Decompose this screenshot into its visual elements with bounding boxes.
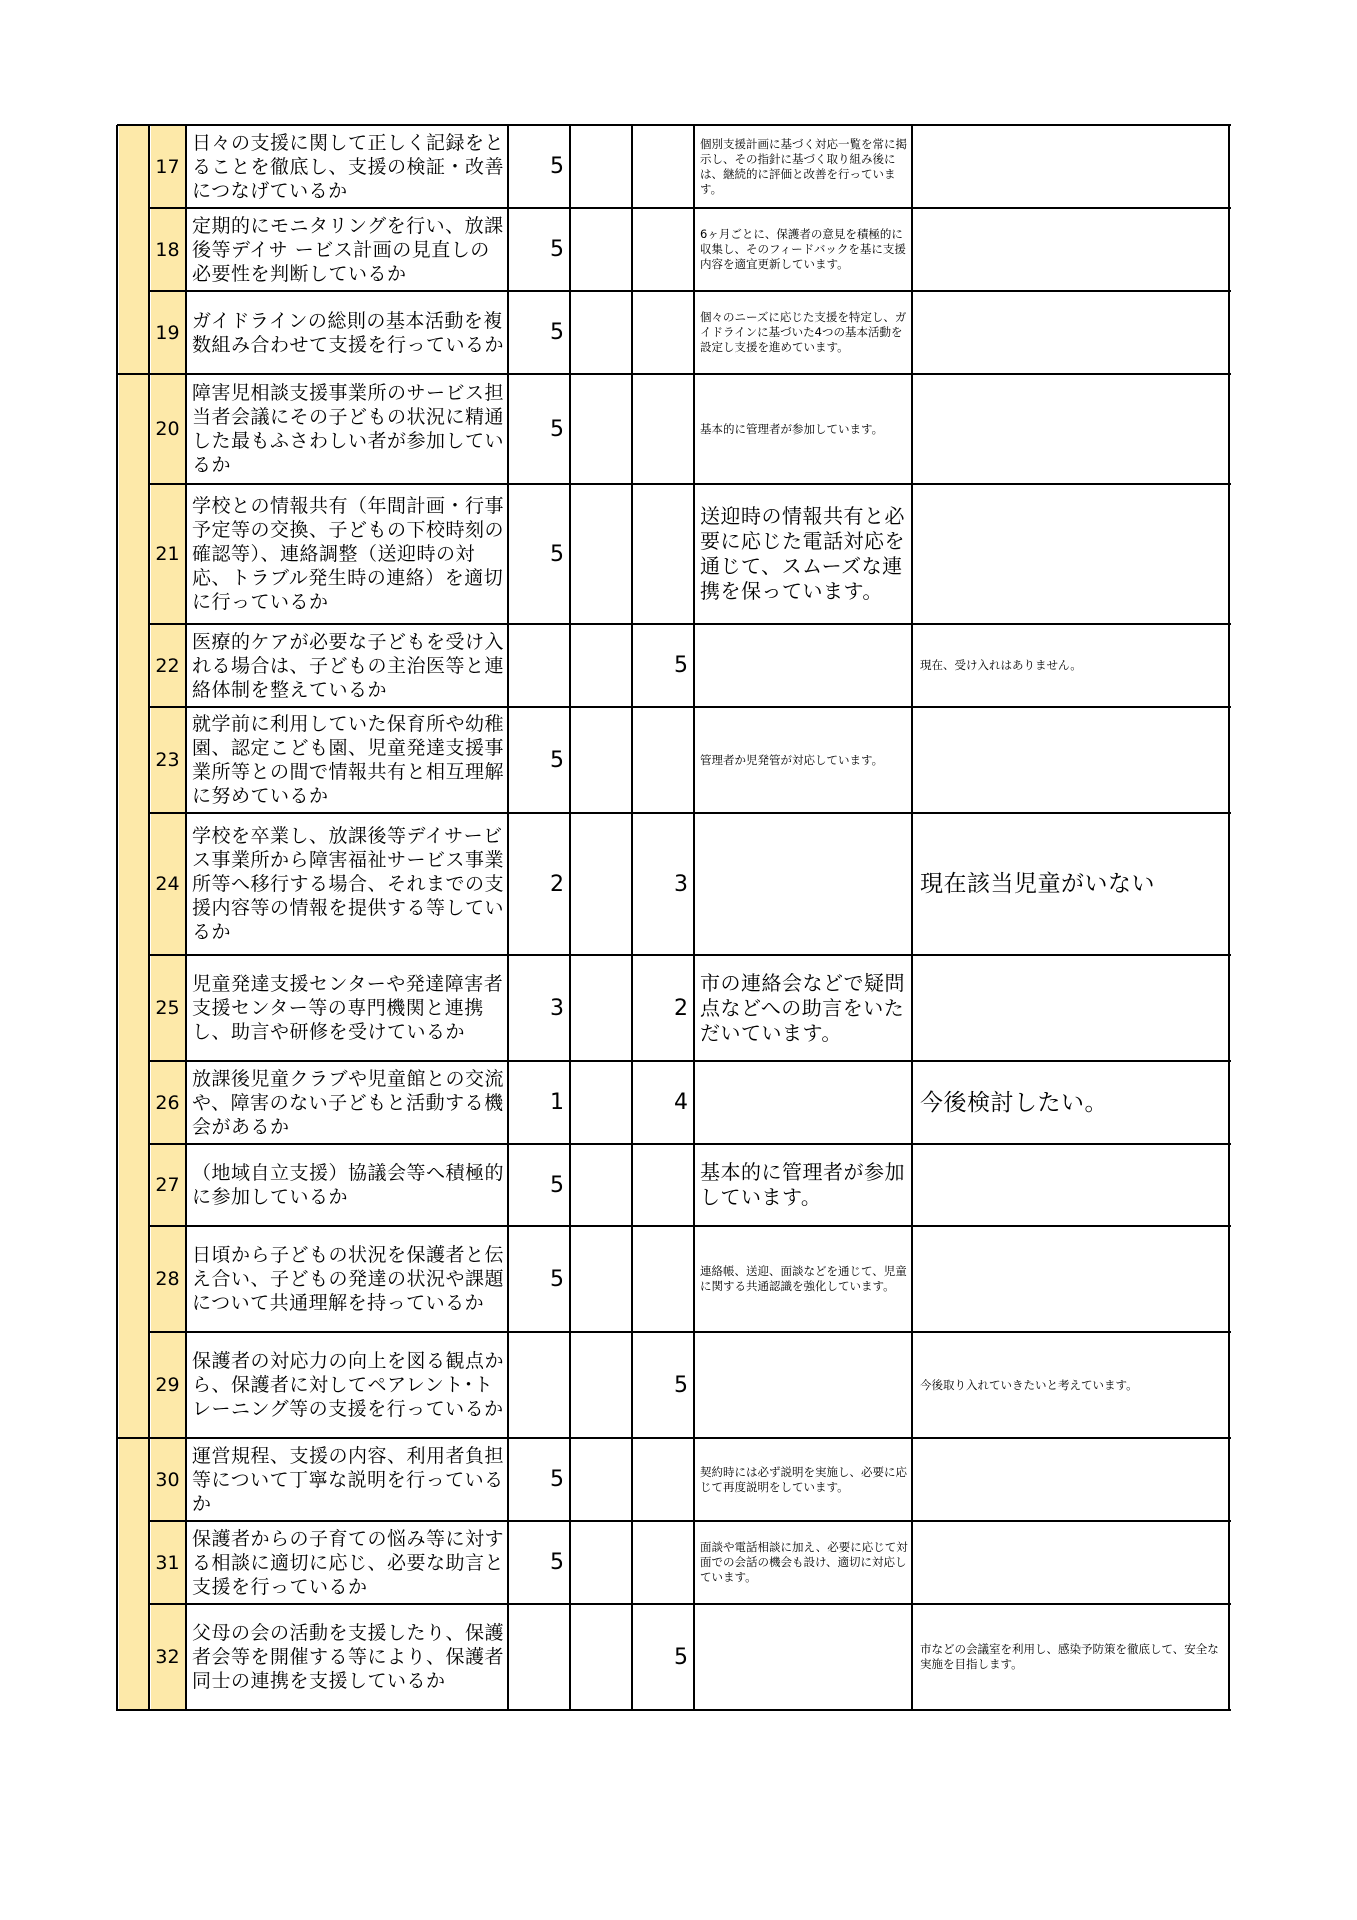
no-count: 4: [674, 1090, 688, 1115]
yes-count: 5: [550, 416, 564, 442]
comment-strengths: 契約時には必ず説明を実施し、必要に応じて再度説明をしています。: [700, 1464, 907, 1494]
grid-row-line: [149, 812, 1231, 814]
question-text: 学校との情報共有（年間計画・行事予定等の交換、子どもの下校時刻の確認等）、連絡調整（送迎時の対応、トラブル発生時の連絡）を適切に行っているか: [192, 495, 505, 613]
no-count: [632, 208, 694, 291]
grid-column-line: [507, 125, 509, 1711]
yes-count: 5: [550, 320, 564, 345]
grid-row-line: [117, 373, 1231, 375]
yes-count: 5: [550, 541, 564, 567]
yes-count: 3: [550, 995, 564, 1021]
grid-column-line: [569, 125, 571, 1711]
item-number: 24: [155, 873, 180, 895]
comment-strengths: 市の連絡会などで疑問点などへの助言をいただいています。: [700, 970, 905, 1045]
grid-row-line: [149, 483, 1231, 485]
grid-row-line: [149, 290, 1231, 292]
question-text: 放課後児童クラブや児童館との交流や、障害のない子どもと活動する機会があるか: [192, 1067, 505, 1138]
comment-strengths: 基本的に管理者が参加しています。: [700, 421, 884, 436]
no-count: 5: [674, 1644, 688, 1670]
question-text: 医療的ケアが必要な子どもを受け入れる場合は、子どもの主治医等と連絡体制を整えているか: [192, 630, 505, 701]
comment-improvements: 今後検討したい。: [920, 1089, 1108, 1116]
grid-row-line: [149, 1520, 1231, 1522]
no-count: [632, 125, 694, 208]
grid-row-line: [149, 1603, 1231, 1605]
item-number: 31: [155, 1551, 180, 1574]
item-number: 27: [155, 1174, 180, 1196]
comment-strengths: 基本的に管理者が参加しています。: [700, 1160, 905, 1209]
grid-row-line: [149, 623, 1231, 625]
comment-improvements: [916, 484, 1229, 624]
comment-improvements: 現在該当児童がいない: [920, 871, 1155, 897]
question-text: ガイドラインの総則の基本活動を複数組み合わせて支援を行っているか: [192, 309, 505, 356]
no-count: [632, 484, 694, 624]
comment-improvements: 現在、受け入れはありません。: [920, 658, 1082, 672]
comment-improvements: [916, 1226, 1229, 1332]
yes-count: 2: [550, 871, 564, 897]
question-text: 運営規程、支援の内容、利用者負担等について丁寧な説明を行っているか: [192, 1444, 505, 1515]
comment-improvements: [916, 291, 1229, 374]
grid-column-line: [911, 125, 913, 1711]
comment-strengths: 個々のニーズに応じた支援を特定し、ガイドラインに基づいた4つの基本活動を設定し支援を進めています。: [700, 310, 907, 354]
item-number: 22: [155, 654, 180, 677]
yes-count: 5: [550, 1550, 564, 1575]
grid-row-line: [149, 207, 1231, 209]
yes-count: 5: [550, 1266, 564, 1292]
item-number: 20: [155, 418, 180, 440]
question-text: 定期的にモニタリングを行い、放課後等デイサ ービス計画の見直しの必要性を判断しているか: [192, 214, 504, 285]
item-number: 25: [155, 997, 180, 1019]
no-count: 5: [674, 1372, 688, 1398]
comment-strengths: [696, 1604, 912, 1710]
no-count: [632, 1438, 694, 1521]
grid-column-line: [1228, 125, 1230, 1711]
comment-improvements: [916, 707, 1229, 813]
question-text: 保護者の対応力の向上を図る観点から、保護者に対してペアレント･トレーニング等の支援を行っているか: [192, 1350, 505, 1420]
item-number: 18: [155, 238, 180, 261]
item-number: 19: [155, 321, 180, 344]
no-count: [632, 374, 694, 484]
grid-row-line: [149, 954, 1231, 956]
grid-column-line: [116, 125, 118, 1711]
no-count: [632, 291, 694, 374]
yes-count: [508, 1604, 570, 1710]
comment-improvements: [916, 208, 1229, 291]
comment-improvements: [916, 125, 1229, 208]
no-count: [632, 707, 694, 813]
comment-strengths: 連絡帳、送迎、面談などを通じて、児童に関する共通認識を強化しています。: [700, 1264, 907, 1293]
grid-row-line: [149, 1060, 1231, 1062]
no-count: 2: [674, 995, 688, 1021]
no-count: [632, 1144, 694, 1226]
item-number: 29: [155, 1374, 180, 1396]
yes-count: 5: [550, 1467, 564, 1492]
yes-count: 5: [550, 1172, 564, 1198]
comment-strengths: [696, 624, 912, 707]
question-text: 日々の支援に関して正しく記録をとることを徹底し、支援の検証・改善につなげているか: [192, 131, 505, 202]
comment-improvements: 市などの会議室を利用し、感染予防策を徹底して、安全な実施を目指します。: [920, 1642, 1219, 1671]
item-number: 32: [155, 1646, 180, 1668]
grid-row-line: [149, 1143, 1231, 1145]
question-text: 就学前に利用していた保育所や幼稚園、認定こども園、児童発達支援事業所等との間で情報共有と相互理解に努めているか: [192, 713, 505, 807]
grid-column-line: [148, 125, 150, 1711]
comment-strengths: [696, 813, 912, 955]
no-count: 3: [674, 871, 688, 897]
comment-strengths: 面談や電話相談に加え、必要に応じて対面での会話の機会も設け、適切に対応しています。: [700, 1540, 908, 1584]
comment-strengths: 管理者か児発管が対応しています。: [700, 752, 884, 767]
grid-column-line: [631, 125, 633, 1711]
item-number: 30: [155, 1468, 180, 1491]
yes-count: [508, 1332, 570, 1438]
question-text: （地域自立支援）協議会等へ積極的に参加しているか: [192, 1162, 505, 1208]
yes-count: 1: [550, 1090, 564, 1115]
comment-strengths: [696, 1332, 912, 1438]
grid-row-line: [117, 1709, 1231, 1711]
comment-improvements: [916, 374, 1229, 484]
section-column-shade: [119, 125, 149, 1710]
comment-improvements: [916, 955, 1229, 1061]
comment-strengths: 6ヶ月ごとに、保護者の意見を積極的に収集し、そのフィードバックを基に支援内容を適宜更新しています。: [700, 227, 906, 271]
no-count: 5: [674, 653, 688, 678]
grid-row-line: [149, 1225, 1231, 1227]
comment-improvements: [916, 1144, 1229, 1226]
item-number: 17: [155, 155, 180, 178]
question-text: 児童発達支援センターや発達障害者支援センター等の専門機関と連携し、助言や研修を受けているか: [192, 973, 504, 1043]
grid-row-line: [149, 706, 1231, 708]
grid-row-line: [117, 1437, 1231, 1439]
yes-count: 5: [550, 154, 564, 179]
item-number: 21: [155, 543, 180, 565]
no-count: [632, 1226, 694, 1332]
comment-strengths: 送迎時の情報共有と必要に応じた電話対応を通じて、スムーズな連携を保っています。: [700, 504, 905, 603]
grid-row-line: [149, 1331, 1231, 1333]
question-text: 保護者からの子育ての悩み等に対する相談に適切に応じ、必要な助言と支援を行っているか: [192, 1527, 505, 1598]
grid-column-line: [185, 125, 187, 1711]
yes-count: [508, 624, 570, 707]
comment-strengths: [696, 1061, 912, 1144]
question-text: 父母の会の活動を支援したり、保護者会等を開催する等により、保護者同士の連携を支援しているか: [192, 1622, 505, 1692]
yes-count: 5: [550, 747, 564, 773]
item-number: 26: [155, 1091, 180, 1114]
grid-row-line: [117, 124, 1231, 126]
comment-strengths: 個別支援計画に基づく対応一覧を常に掲示し、その指針に基づく取り組み後には、継続的に評価と改善を行っています。: [700, 136, 907, 196]
no-count: [632, 1521, 694, 1604]
grid-column-line: [693, 125, 695, 1711]
comment-improvements: [916, 1438, 1229, 1521]
question-text: 日頃から子どもの状況を保護者と伝え合い、子どもの発達の状況や課題について共通理解を持っているか: [192, 1244, 505, 1314]
question-text: 障害児相談支援事業所のサービス担当者会議にその子どもの状況に精通した最もふさわしい者が参加しているか: [192, 382, 505, 476]
yes-count: 5: [550, 237, 564, 262]
item-number: 23: [155, 749, 180, 771]
question-text: 学校を卒業し、放課後等デイサービス事業所から障害福祉サービス事業所等へ移行する場合、それまでの支援内容等の情報を提供する等しているか: [192, 825, 505, 943]
item-number: 28: [155, 1268, 180, 1290]
comment-improvements: 今後取り入れていきたいと考えています。: [920, 1377, 1138, 1392]
comment-improvements: [916, 1521, 1229, 1604]
